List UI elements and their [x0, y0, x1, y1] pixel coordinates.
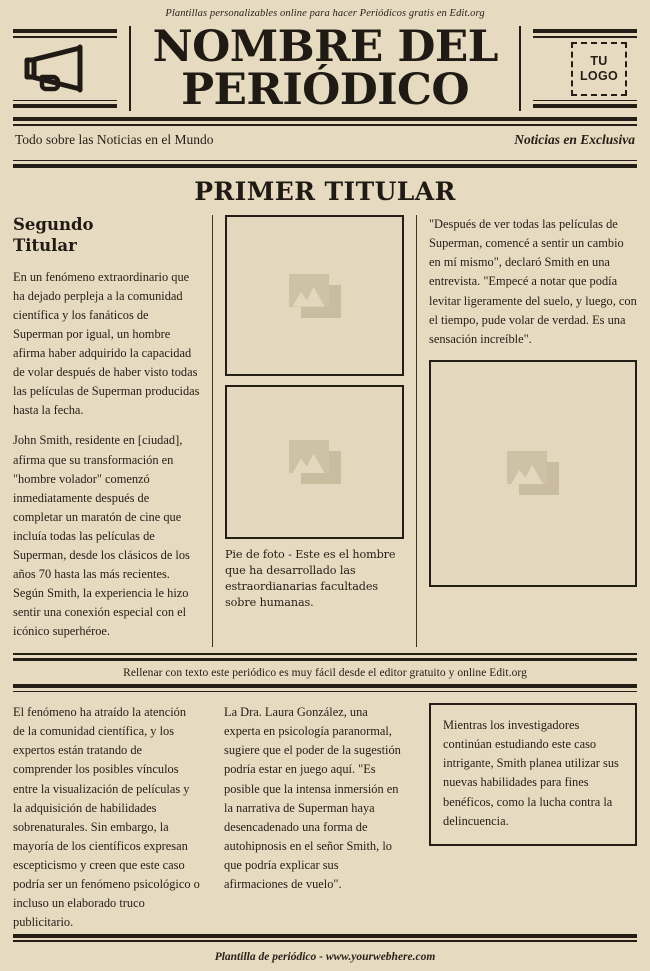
promo-banner: Plantillas personalizables online para hacer Periódicos gratis en Edit.org — [165, 8, 485, 19]
article-paragraph: John Smith, residente en [ciudad], afirma que su transformación en "hombre volador" comenzó inmediatamente después de completar un maratón de cine que incluía todas las películas de Superman, desde los clásicos de los años 70 hasta las más recientes. Según Smith, la experiencia le hizo sentir una conexión especial con el icónico superhéroe. — [13, 433, 190, 639]
logo-line-2: LOGO — [579, 68, 618, 83]
image-placeholder[interactable] — [429, 360, 637, 587]
bottom-columns — [13, 692, 637, 932]
main-column-right — [417, 215, 637, 647]
image-placeholder[interactable] — [225, 385, 404, 539]
masthead-right-bottom-rules — [533, 100, 637, 109]
page-title — [131, 22, 519, 115]
image-icon — [289, 274, 341, 318]
main-headline: PRIMER TITULAR — [194, 177, 456, 207]
tagline-right: Noticias en Exclusiva — [514, 131, 635, 147]
tagline-bar — [13, 126, 637, 154]
main-column-left — [13, 215, 212, 647]
article-paragraph: Mientras los investigadores continúan estudiando este caso intrigante, Smith planea utilizar sus nuevas habilidades para fines benéficos, como la lucha contra la delincuencia. — [443, 718, 619, 828]
masthead-title-line-2: PERIÓDICO — [181, 64, 469, 115]
main-columns — [13, 215, 637, 647]
masthead-title-line-1: NOMBRE DEL — [152, 22, 498, 72]
footer-text: Plantilla de periódico - www.yourwebhere.com — [214, 950, 436, 963]
masthead — [13, 22, 637, 115]
logo-line-1: TU — [590, 53, 608, 68]
bottom-column-left — [13, 703, 212, 932]
masthead-left-bottom-rules — [13, 100, 117, 109]
promo-band — [13, 653, 637, 692]
promo-band-text: Rellenar con texto este periódico es muy fácil desde el editor gratuito y online Edit.org — [123, 667, 527, 680]
secondary-headline-line-1: Segundo — [13, 215, 94, 235]
masthead-left-block — [13, 26, 131, 111]
bottom-column-middle — [212, 703, 417, 932]
photo-caption: Pie de foto - Este es el hombre que ha desarrollado las estraordianarias facultades sobre humanas. — [225, 548, 396, 609]
image-placeholder[interactable] — [225, 215, 404, 376]
megaphone-icon — [13, 38, 117, 100]
pull-quote: "Después de ver todas las películas de Superman, comencé a sentir un cambio en mí mismo", declaró Smith en una entrevista. "Empecé a notar que podía levitar ligeramente del suelo, y luego, con el tiempo, pude volar de verdad. Es una sensación increíble". — [429, 217, 637, 346]
masthead-bottom-rule — [13, 117, 637, 126]
secondary-headline-line-2: Titular — [13, 235, 77, 255]
boxed-sidebar — [429, 703, 637, 846]
masthead-right-block — [519, 26, 637, 111]
tagline-left: Todo sobre las Noticias en el Mundo — [15, 131, 214, 147]
image-icon — [289, 440, 341, 484]
tagline-bottom-rule — [13, 160, 637, 169]
main-column-middle — [212, 215, 417, 647]
logo-placeholder[interactable] — [571, 42, 627, 96]
masthead-left-top-rules — [13, 29, 117, 38]
article-paragraph: La Dra. Laura González, una experta en psicología paranormal, sugiere que el poder de la sugestión podría estar en juego aquí. "Es posible que la intensa inmersión en la narrativa de Superman haya desencadenado una forma de autohipnosis en el señor Smith, lo que podría explicar sus afirmaciones de vuelo". — [224, 705, 401, 891]
image-icon — [507, 451, 559, 495]
footer-rule — [13, 934, 637, 942]
article-paragraph: El fenómeno ha atraído la atención de la comunidad científica, y los expertos están tratando de comprender los posibles vínculos entre la visualización de películas y la adquisición de habilidades sobrenaturales. Sin embargo, la mayoría de los científicos expresan escepticismo y creen que este caso podría ser un fenómeno psicológico o incluso un elaborado truco publicitario. — [13, 705, 200, 930]
secondary-headline — [13, 215, 200, 257]
masthead-right-top-rules — [533, 29, 637, 38]
article-paragraph: En un fenómeno extraordinario que ha dejado perpleja a la comunidad científica y los fanáticos de Superman por igual, un hombre afirma haber adquirido la capacidad de volar después de haber visto todas las películas de Superman producidas hasta la fecha. — [13, 269, 200, 418]
bottom-column-right — [417, 703, 637, 932]
logo-placeholder-wrap — [571, 38, 637, 100]
